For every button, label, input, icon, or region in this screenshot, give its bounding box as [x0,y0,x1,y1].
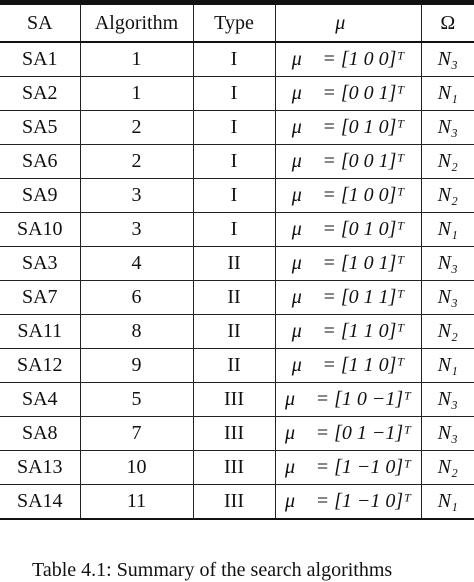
cell-mu: μ⃗ = [1 0 −1]ᵀ [275,383,421,417]
cell-omega: N₃ [421,42,474,77]
cell-omega: N₁ [421,213,474,247]
cell-algorithm: 3 [80,179,193,213]
cell-mu: μ⃗ = [0 0 1]ᵀ [275,77,421,111]
cell-type: I [193,42,275,77]
cell-omega: N₁ [421,349,474,383]
cell-type: II [193,247,275,281]
cell-omega: N₂ [421,451,474,485]
cell-type: III [193,451,275,485]
table-row [0,315,474,349]
cell-algorithm: 6 [80,281,193,315]
cell-type: III [193,383,275,417]
cell-sa: SA14 [0,485,80,520]
header-algorithm: Algorithm [80,5,193,42]
table-row [0,281,474,315]
cell-mu: μ⃗ = [1 −1 0]ᵀ [275,485,421,520]
cell-sa: SA7 [0,281,80,315]
table-row [0,213,474,247]
cell-sa: SA11 [0,315,80,349]
header-type: Type [193,5,275,42]
cell-sa: SA6 [0,145,80,179]
cell-type: II [193,315,275,349]
cell-sa: SA4 [0,383,80,417]
cell-algorithm: 5 [80,383,193,417]
cell-mu: μ⃗ = [0 0 1]ᵀ [275,145,421,179]
cell-omega: N₃ [421,417,474,451]
header-mu: μ⃗ [275,5,421,42]
cell-sa: SA1 [0,42,80,77]
table-caption: Table 4.1: Summary of the search algorithms [32,559,393,581]
cell-sa: SA9 [0,179,80,213]
cell-mu: μ⃗ = [1 0 0]ᵀ [275,42,421,77]
cell-type: I [193,111,275,145]
cell-omega: N₂ [421,315,474,349]
cell-type: I [193,145,275,179]
table-row [0,145,474,179]
cell-omega: N₃ [421,383,474,417]
cell-algorithm: 1 [80,77,193,111]
cell-algorithm: 3 [80,213,193,247]
cell-algorithm: 4 [80,247,193,281]
cell-omega: N₂ [421,145,474,179]
cell-algorithm: 2 [80,111,193,145]
cell-type: I [193,179,275,213]
cell-type: III [193,485,275,520]
table-row [0,485,474,520]
cell-omega: N₁ [421,77,474,111]
cell-type: I [193,213,275,247]
table-row [0,417,474,451]
cell-mu: μ⃗ = [1 0 0]ᵀ [275,179,421,213]
table-row [0,247,474,281]
cell-mu: μ⃗ = [1 0 1]ᵀ [275,247,421,281]
cell-algorithm: 11 [80,485,193,520]
cell-sa: SA8 [0,417,80,451]
cell-algorithm: 9 [80,349,193,383]
cell-omega: N₃ [421,281,474,315]
cell-sa: SA2 [0,77,80,111]
cell-type: II [193,349,275,383]
cell-algorithm: 10 [80,451,193,485]
cell-mu: μ⃗ = [0 1 0]ᵀ [275,111,421,145]
table-header-row [0,5,474,42]
table-row [0,77,474,111]
cell-sa: SA10 [0,213,80,247]
table-body [0,42,474,519]
cell-algorithm: 2 [80,145,193,179]
cell-algorithm: 1 [80,42,193,77]
search-algorithm-table [0,5,474,520]
table-row [0,42,474,77]
table-row [0,179,474,213]
cell-mu: μ⃗ = [1 −1 0]ᵀ [275,451,421,485]
cell-type: II [193,281,275,315]
cell-algorithm: 8 [80,315,193,349]
cell-type: III [193,417,275,451]
cell-omega: N₃ [421,247,474,281]
cell-mu: μ⃗ = [0 1 0]ᵀ [275,213,421,247]
cell-sa: SA12 [0,349,80,383]
header-omega: Ω [421,5,474,42]
cell-omega: N₁ [421,485,474,520]
cell-mu: μ⃗ = [0 1 1]ᵀ [275,281,421,315]
cell-mu: μ⃗ = [1 1 0]ᵀ [275,349,421,383]
cell-mu: μ⃗ = [1 1 0]ᵀ [275,315,421,349]
cell-algorithm: 7 [80,417,193,451]
cell-sa: SA5 [0,111,80,145]
cell-type: I [193,77,275,111]
header-sa: SA [0,5,80,42]
cell-sa: SA13 [0,451,80,485]
cell-sa: SA3 [0,247,80,281]
table-row [0,383,474,417]
cell-omega: N₃ [421,111,474,145]
cell-omega: N₂ [421,179,474,213]
table-row [0,349,474,383]
table-row [0,111,474,145]
table-row [0,451,474,485]
cell-mu: μ⃗ = [0 1 −1]ᵀ [275,417,421,451]
